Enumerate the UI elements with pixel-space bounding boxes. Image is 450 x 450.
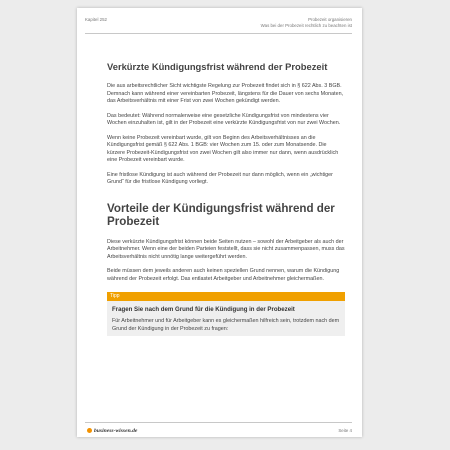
running-header [261,17,352,28]
tip-title: Fragen Sie nach dem Grund für die Kündigung in der Probezeit [112,306,295,313]
logo-dot-icon [87,428,92,433]
document-page [77,8,362,437]
paragraph: Eine fristlose Kündigung ist auch während der Probezeit nur dann möglich, wenn ein „wichtiger Grund“ für die fristlose Kündigung vorliegt. [107,171,333,185]
logo-text: business-wissen.de [94,427,138,434]
paragraph: Die aus arbeitsrechtlicher Sicht wichtigste Regelung zur Probezeit findet sich in § 622 Abs. 3 BGB. Demnach kann während einer vereinbarten Probezeit, längstens für die Dauer von sechs Monaten, das Arbeitsverhältnis mit einer Frist von zwei Wochen gekündigt werden. [107,83,344,104]
section-heading-short-notice: Verkürzte Kündigungsfrist während der Probezeit [107,61,328,72]
tip-text: Für Arbeitnehmer und für Arbeitgeber kann es gleichermaßen hilfreich sein, trotzdem nach dem Grund der Kündigung in der Probezeit zu fragen: [112,318,340,332]
document-subtitle: Was bei der Probezeit rechtlich zu beachten ist [260,22,352,28]
document-title: Probezeit organisieren [308,17,352,22]
tip-box [107,292,345,336]
header-divider [85,33,352,34]
paragraph: Diese verkürzte Kündigungsfrist können beide Seiten nutzen – sowohl der Arbeitgeber als auch der Arbeitnehmer. Wenn eine der beiden Parteien feststellt, dass sie nicht zusammenpassen, muss das Arbeitsverhältnis nicht unnötig lange weitergeführt werden. [107,238,345,260]
page-content [107,61,345,336]
page-number: Seite 4 [338,428,352,433]
paragraph: Beide müssen dem jeweils anderen auch keinen speziellen Grund nennen, warum die Kündigung während der Probezeit erfolgt. Das entlastet Arbeitgeber und Arbeitnehmer gleichermaßen. [107,268,340,282]
paragraph: Wenn keine Probezeit vereinbart wurde, gilt von Beginn des Arbeitsverhältnisses an die Kündigungsfrist gemäß § 622 Abs. 1 BGB: vier Wochen zum 15. oder zum Monatsende. Die kürzere Probezeit-Kündigungsfrist von zwei Wochen gilt also immer nur dann, wenn ausdrücklich eine Probezeit vereinbart wurde. [107,134,339,163]
paragraph: Das bedeutet: Während normalerweise eine gesetzliche Kündigungsfrist von mindestens vier Wochen einzuhalten ist, gilt in der Probezeit eine verkürzte Kündigungsfrist von nur zwei Wochen. [107,112,341,126]
tip-body [107,301,345,336]
footer-divider [85,422,352,423]
chapter-label: Kapitel 252 [85,17,107,22]
brand-logo [87,427,137,434]
tip-label: Tipp [107,292,345,301]
section-heading-advantages: Vorteile der Kündigungsfrist während der Probezeit [107,201,335,228]
